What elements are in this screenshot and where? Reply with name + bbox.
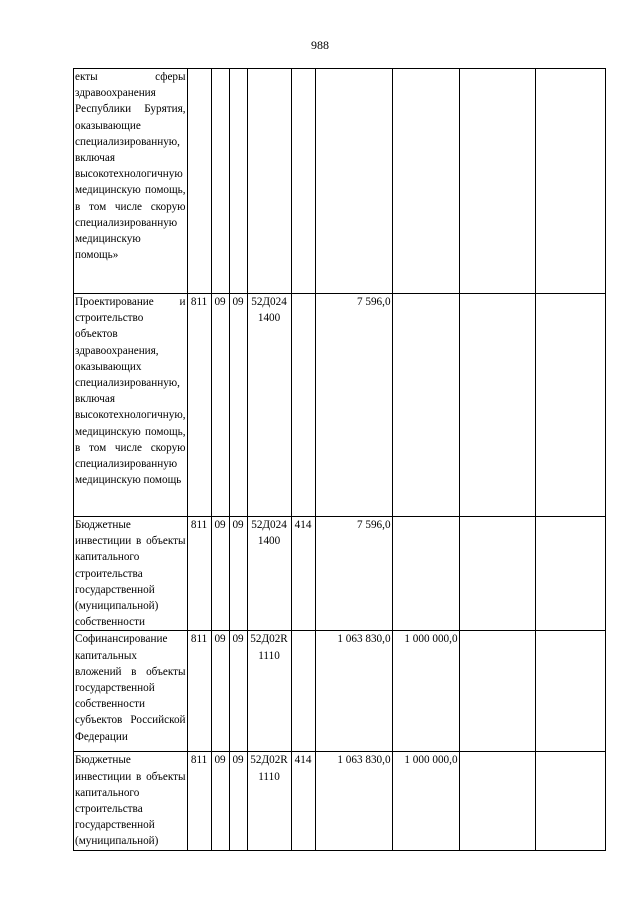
table-row <box>74 752 606 850</box>
ministry-code: 811 <box>187 294 211 517</box>
amount-4 <box>535 517 605 631</box>
subsection-code: 09 <box>229 294 247 517</box>
table-row <box>74 69 606 294</box>
expense-type-code: 414 <box>291 517 315 631</box>
amount-1: 7 596,0 <box>315 517 392 631</box>
subsection-code: 09 <box>229 517 247 631</box>
expense-type-code <box>291 631 315 752</box>
budget-table <box>73 68 606 851</box>
table-row <box>74 517 606 631</box>
amount-4 <box>535 294 605 517</box>
section-code: 09 <box>211 294 229 517</box>
row-description: Проектирование и строительство объектов здравоохранения, оказывающих специализированную, включая высокотехнологичную, медицинскую помощь, в том числе скорую специализированную медицинскую помощь <box>74 294 188 517</box>
amount-1 <box>315 69 392 294</box>
subsection-code <box>229 69 247 294</box>
row-description: Софинансирование капитальных вложений в объекты государственной собственности субъектов Российской Федерации <box>74 631 188 752</box>
amount-3 <box>459 69 535 294</box>
ministry-code: 811 <box>187 517 211 631</box>
target-article-code: 52Д0241400 <box>247 517 291 631</box>
amount-1: 7 596,0 <box>315 294 392 517</box>
amount-2 <box>392 69 459 294</box>
table-row <box>74 631 606 752</box>
table-row <box>74 294 606 517</box>
amount-3 <box>459 294 535 517</box>
section-code: 09 <box>211 752 229 850</box>
amount-3 <box>459 631 535 752</box>
subsection-code: 09 <box>229 752 247 850</box>
amount-4 <box>535 69 605 294</box>
target-article-code <box>247 69 291 294</box>
page-number: 988 <box>311 38 329 52</box>
amount-1: 1 063 830,0 <box>315 631 392 752</box>
expense-type-code: 414 <box>291 752 315 850</box>
amount-2 <box>392 517 459 631</box>
amount-4 <box>535 752 605 850</box>
section-code: 09 <box>211 631 229 752</box>
amount-2: 1 000 000,0 <box>392 752 459 850</box>
ministry-code <box>187 69 211 294</box>
ministry-code: 811 <box>187 752 211 850</box>
row-description: Бюджетные инвестиции в объекты капитального строительства государственной (муниципальной) собственности <box>74 517 188 631</box>
expense-type-code <box>291 69 315 294</box>
expense-type-code <box>291 294 315 517</box>
subsection-code: 09 <box>229 631 247 752</box>
section-code <box>211 69 229 294</box>
target-article-code: 52Д02R1110 <box>247 631 291 752</box>
ministry-code: 811 <box>187 631 211 752</box>
row-description: екты сферы здравоохранения Республики Бурятия, оказывающие специализированную, включая высокотехнологичную медицинскую помощь, в том числе скорую специализированную медицинскую помощь» <box>74 69 188 294</box>
row-description: Бюджетные инвестиции в объекты капитального строительства государственной (муниципальной) <box>74 752 188 850</box>
target-article-code: 52Д02R1110 <box>247 752 291 850</box>
section-code: 09 <box>211 517 229 631</box>
amount-3 <box>459 517 535 631</box>
target-article-code: 52Д0241400 <box>247 294 291 517</box>
amount-3 <box>459 752 535 850</box>
amount-2 <box>392 294 459 517</box>
amount-2: 1 000 000,0 <box>392 631 459 752</box>
amount-4 <box>535 631 605 752</box>
amount-1: 1 063 830,0 <box>315 752 392 850</box>
